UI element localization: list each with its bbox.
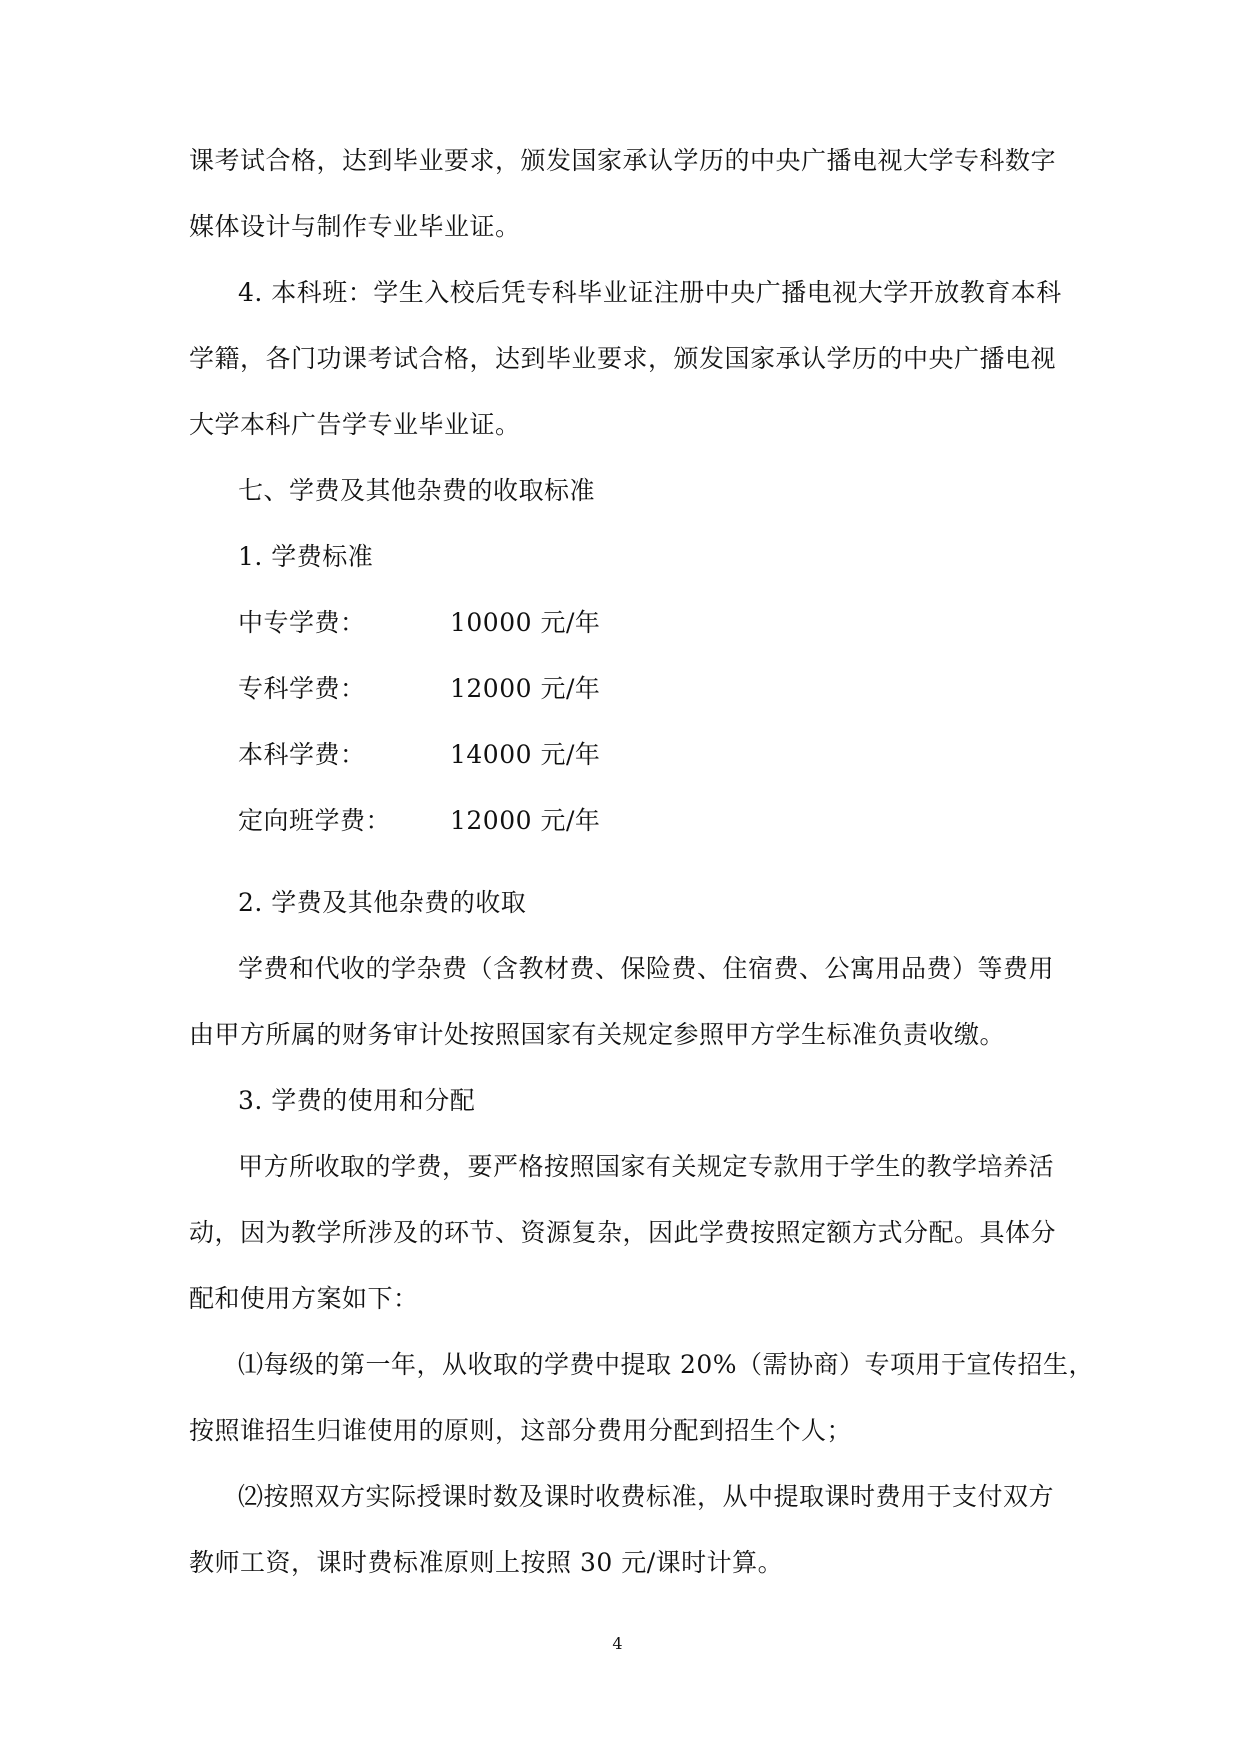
fee-amount: 10000 元/年 xyxy=(450,608,601,637)
paragraph-line: 大学本科广告学专业毕业证。 xyxy=(189,410,521,439)
fee-label: 本科学费： xyxy=(238,740,366,769)
fee-amount: 12000 元/年 xyxy=(450,674,601,703)
fee-label: 定向班学费： xyxy=(238,806,392,835)
fee-label: 专科学费： xyxy=(238,674,366,703)
paragraph-line: 配和使用方案如下： xyxy=(189,1284,419,1313)
list-item-line: ⑴每级的第一年，从收取的学费中提取 20%（需协商）专项用于宣传招生， xyxy=(238,1350,1095,1379)
paragraph-line: 课考试合格，达到毕业要求，颁发国家承认学历的中央广播电视大学专科数字 xyxy=(189,146,1057,175)
subsection-heading: 3. 学费的使用和分配 xyxy=(238,1086,476,1115)
paragraph-line: 由甲方所属的财务审计处按照国家有关规定参照甲方学生标准负责收缴。 xyxy=(189,1020,1006,1049)
paragraph-line: 媒体设计与制作专业毕业证。 xyxy=(189,212,521,241)
paragraph-line: 甲方所收取的学费，要严格按照国家有关规定专款用于学生的教学培养活 xyxy=(238,1152,1055,1181)
paragraph-line: 学籍，各门功课考试合格，达到毕业要求，颁发国家承认学历的中央广播电视 xyxy=(189,344,1057,373)
paragraph-line: 4. 本科班：学生入校后凭专科毕业证注册中央广播电视大学开放教育本科 xyxy=(238,278,1062,307)
page-number: 4 xyxy=(612,1634,623,1653)
fee-amount: 14000 元/年 xyxy=(450,740,601,769)
section-heading: 七、学费及其他杂费的收取标准 xyxy=(238,476,596,505)
fee-label: 中专学费： xyxy=(238,608,366,637)
list-item-line: 教师工资，课时费标准原则上按照 30 元/课时计算。 xyxy=(189,1548,784,1577)
fee-amount: 12000 元/年 xyxy=(450,806,601,835)
list-item-line: 按照谁招生归谁使用的原则，这部分费用分配到招生个人； xyxy=(189,1416,853,1445)
subsection-heading: 1. 学费标准 xyxy=(238,542,374,571)
list-item-line: ⑵按照双方实际授课时数及课时收费标准，从中提取课时费用于支付双方 xyxy=(238,1482,1055,1511)
paragraph-line: 学费和代收的学杂费（含教材费、保险费、住宿费、公寓用品费）等费用 xyxy=(238,954,1055,983)
subsection-heading: 2. 学费及其他杂费的收取 xyxy=(238,888,527,917)
paragraph-line: 动，因为教学所涉及的环节、资源复杂，因此学费按照定额方式分配。具体分 xyxy=(189,1218,1057,1247)
